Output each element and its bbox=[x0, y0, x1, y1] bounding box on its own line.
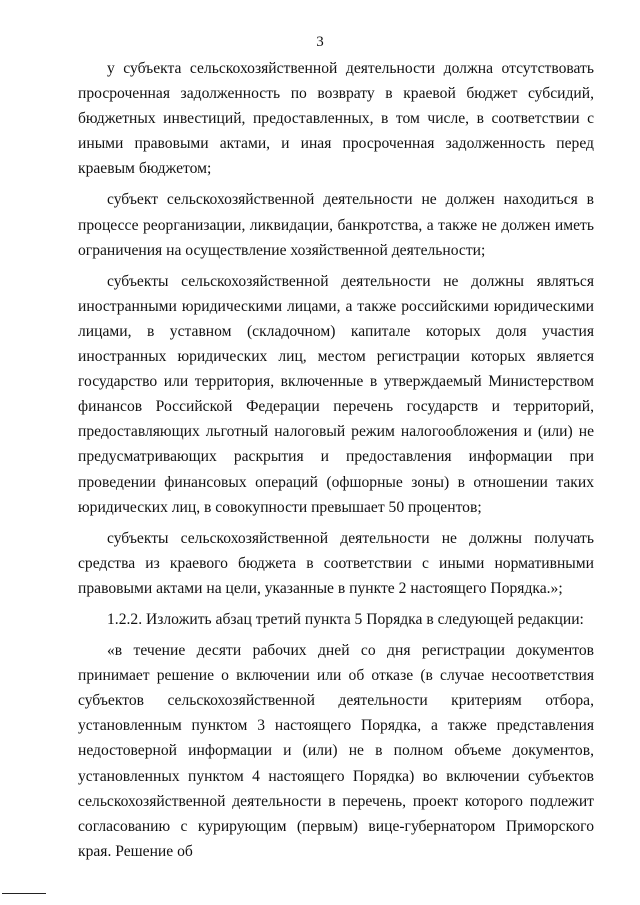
bottom-edge-mark bbox=[2, 893, 46, 894]
paragraph-budget-funds-requirement: субъекты сельскохозяйственной деятельности не должны получать средства из краевого бюджета в соответствии с иными нормативными правовыми актами на цели, указанные в пункте 2 настоящего Порядка.»; bbox=[78, 529, 594, 597]
paragraph-foreign-entity-requirement: субъекты сельскохозяйственной деятельности не должны являться иностранными юридическими лицами, а также российскими юридическими лицами, в уставном (складочном) капитале которых доля участия иностранных юридических лиц, местом регистрации которых является государство или территория, включенные в утверждаемый Министерством финансов Российской Федерации перечень государств и территорий, предоставляющих льготный налоговый режим налогообложения и (или) не предусматривающих раскрытия и предоставления информации при проведении финансовых операций (офшорные зоны) в отношении таких юридических лиц, в совокупности превышает 50 процентов; bbox=[78, 272, 594, 516]
paragraph-amendment-1-2-2: 1.2.2. Изложить абзац третий пункта 5 Порядка в следующей редакции: bbox=[107, 610, 584, 628]
paragraph-debt-requirement: у субъекта сельскохозяйственной деятельности должна отсутствовать просроченная задолженность по возврату в краевой бюджет субсидий, бюджетных инвестиций, предоставленных, в том числе, в соответствии с иными правовыми актами, и иная просроченная задолженность перед краевым бюджетом; bbox=[78, 60, 594, 178]
document-body bbox=[78, 56, 594, 864]
page-number: 3 bbox=[316, 34, 324, 50]
paragraph-new-wording: «в течение десяти рабочих дней со дня регистрации документов принимает решение о включении или об отказе (в случае несоответствия субъектов сельскохозяйственной деятельности критериям отбора, установленным пунктом 3 настоящего Порядка, а также представления недостоверной информации и (или) не в полном объеме документов, установленных пунктом 4 настоящего Порядка) во включении субъектов сельскохозяйственной деятельности в перечень, проект которого подлежит согласованию с курирующим (первым) вице-губернатором Приморского края. Решение об bbox=[78, 642, 594, 860]
paragraph-reorganization-requirement: субъект сельскохозяйственной деятельности не должен находиться в процессе реорганизации, ликвидации, банкротства, а также не должен иметь ограничения на осуществление хозяйственной деятельности; bbox=[78, 191, 594, 259]
